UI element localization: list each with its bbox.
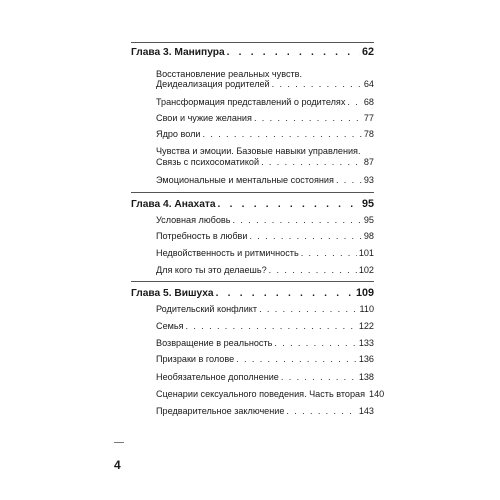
chapter-divider — [131, 281, 374, 282]
toc-entry — [156, 304, 374, 314]
chapter-heading — [131, 46, 374, 58]
page-number: 4 — [114, 458, 121, 472]
dot-leader — [249, 231, 361, 241]
entry-page: 64 — [363, 79, 374, 89]
dot-leader — [261, 157, 362, 167]
dot-leader — [218, 199, 360, 210]
dot-leader — [233, 215, 362, 225]
entry-page: 138 — [358, 372, 374, 382]
entry-title: Эмоциональные и ментальные состояния — [156, 175, 334, 185]
dot-leader — [336, 175, 362, 185]
entry-title: Призраки в голове — [156, 354, 235, 364]
toc-entry — [156, 231, 374, 241]
entry-page: 93 — [363, 175, 374, 185]
toc-entry — [156, 406, 374, 416]
dot-leader — [274, 338, 356, 348]
entry-title: Свои и чужие желания — [156, 113, 252, 123]
entry-title: Сценарии сексуального поведения. Часть вторая — [156, 389, 366, 399]
chapter-page: 109 — [355, 287, 374, 299]
entry-page: 95 — [363, 215, 374, 225]
entry-title: Потребность в любви — [156, 231, 248, 241]
dot-leader — [259, 304, 357, 314]
entry-title: Условная любовь — [156, 215, 231, 225]
chapter-title: Глава 5. Вишуха — [131, 288, 214, 299]
dot-leader — [227, 47, 360, 58]
toc-entry — [156, 372, 374, 382]
dot-leader — [186, 321, 357, 331]
entry-title: Необязательное дополнение — [156, 372, 279, 382]
entry-title: Деидеализация родителей — [156, 79, 270, 89]
entry-page: 136 — [358, 354, 374, 364]
entry-title: Для кого ты это делаешь? — [156, 265, 267, 275]
entry-title: Родительский конфликт — [156, 304, 258, 314]
chapter-title: Глава 3. Манипура — [131, 47, 225, 58]
toc-entry — [156, 338, 374, 348]
dot-leader — [216, 288, 354, 299]
entry-page: 98 — [363, 231, 374, 241]
entry-page: 140 — [369, 389, 385, 399]
chapter-divider — [131, 192, 374, 193]
entry-title: Трансформация представлений о родителях — [156, 97, 346, 107]
toc-entry — [156, 389, 385, 399]
dot-leader — [347, 97, 362, 107]
entry-page: 77 — [363, 113, 374, 123]
toc-entry — [156, 113, 374, 123]
entry-page: 110 — [359, 304, 374, 314]
chapter-title: Глава 4. Анахата — [131, 199, 216, 210]
toc-entry — [156, 129, 374, 139]
entry-page: 101 — [358, 248, 374, 258]
toc-entry-line: Чувства и эмоции. Базовые навыки управления. — [156, 146, 361, 156]
chapter-page: 62 — [361, 46, 374, 58]
entry-page: 87 — [363, 157, 374, 167]
toc-entry-line: Восстановление реальных чувств. — [156, 69, 303, 79]
dot-leader — [269, 265, 357, 275]
toc-entry — [156, 79, 374, 89]
entry-title: Возвращение в реальность — [156, 338, 273, 348]
toc-entry — [156, 215, 374, 225]
chapter-page: 95 — [361, 198, 374, 210]
entry-page: 78 — [363, 129, 374, 139]
entry-page: 133 — [358, 338, 374, 348]
footer-rule — [114, 442, 124, 443]
entry-page: 68 — [363, 97, 374, 107]
chapter-heading — [131, 287, 374, 299]
dot-leader — [254, 113, 362, 123]
toc-entry — [156, 321, 374, 331]
toc-entry — [156, 265, 374, 275]
dot-leader — [272, 79, 362, 89]
entry-page: 143 — [358, 406, 374, 416]
entry-page: 122 — [358, 321, 374, 331]
chapter-heading — [131, 198, 374, 210]
toc-entry — [156, 157, 374, 167]
dot-leader — [236, 354, 357, 364]
entry-title: Связь с психосоматикой — [156, 157, 260, 167]
dot-leader — [203, 129, 362, 139]
toc-entry — [156, 354, 374, 364]
chapter-divider — [131, 42, 374, 43]
dot-leader — [281, 372, 357, 382]
dot-leader — [286, 406, 356, 416]
entry-title: Предварительное заключение — [156, 406, 285, 416]
entry-page: 102 — [358, 265, 374, 275]
toc-entry — [156, 248, 374, 258]
toc-entry — [156, 175, 374, 185]
dot-leader — [301, 248, 357, 258]
entry-title: Недвойственность и ритмичность — [156, 248, 299, 258]
entry-title: Семья — [156, 321, 184, 331]
toc-entry — [156, 97, 374, 107]
entry-title: Ядро воли — [156, 129, 201, 139]
